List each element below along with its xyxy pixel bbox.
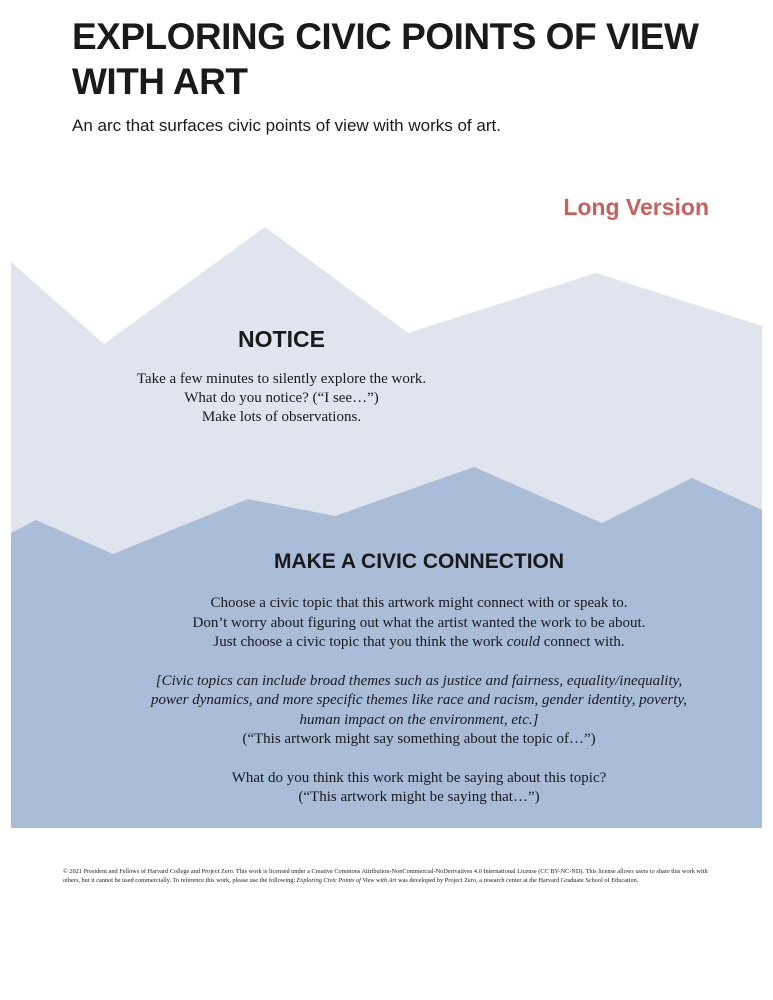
civic-prompt-1: (“This artwork might say something about the topic of…”) xyxy=(242,731,596,747)
title-line-2: WITH ART xyxy=(72,61,248,102)
version-label: Long Version xyxy=(563,194,709,220)
civic-question: What do you think this work might be saying about this topic? xyxy=(231,769,607,786)
license-footer xyxy=(63,868,719,885)
notice-line-3: Make lots of observations. xyxy=(201,409,362,425)
civic-line-1: Choose a civic topic that this artwork might connect with or speak to. xyxy=(210,595,628,611)
title-line-1: EXPLORING CIVIC POINTS OF VIEW xyxy=(72,16,699,57)
civic-prompt-2: (“This artwork might be saying that…”) xyxy=(298,789,540,805)
notice-line-1: Take a few minutes to silently explore the work. xyxy=(136,371,427,387)
page-subtitle: An arc that surfaces civic points of view with works of art. xyxy=(72,116,501,135)
footer-text-end: was developed by Project Zero, a research center at the Harvard Graduate School of Education. xyxy=(396,876,639,884)
notice-instructions xyxy=(0,370,563,427)
notice-line-2: What do you notice? (“I see…”) xyxy=(184,390,379,406)
footer-text-start: © 2021 President and Fellows of Harvard College and Project Zero. This work is licensed under a Creative Commons Attribution-NonCommercial-NoDerivatives 4.0 International License (CC BY-NC-ND). This license allows users to share this work with others, but it cannot be used commercially. To reference this work, please use the following: xyxy=(63,868,708,884)
civic-line-2: Don’t worry about figuring out what the artist wanted the work to be about. xyxy=(192,614,646,631)
notice-heading: NOTICE xyxy=(238,326,325,352)
civic-line-3-start: Just choose a civic topic that you think the work xyxy=(213,634,507,650)
civic-line-3-emphasis: could xyxy=(506,634,541,650)
civic-line-3 xyxy=(136,633,702,653)
footer-work-title: Exploring Civic Points of View with Art xyxy=(296,876,397,884)
civic-line-3-end: connect with. xyxy=(540,634,625,650)
civic-connection-heading: MAKE A CIVIC CONNECTION xyxy=(273,550,565,573)
civic-connection-instructions xyxy=(136,594,702,808)
civic-topics-note: [Civic topics can include broad themes such as justice and fairness, equality/inequality, power dynamics, and more specific themes like race and racism, gender identity, poverty, human impact on the environment, etc.] xyxy=(151,672,687,728)
